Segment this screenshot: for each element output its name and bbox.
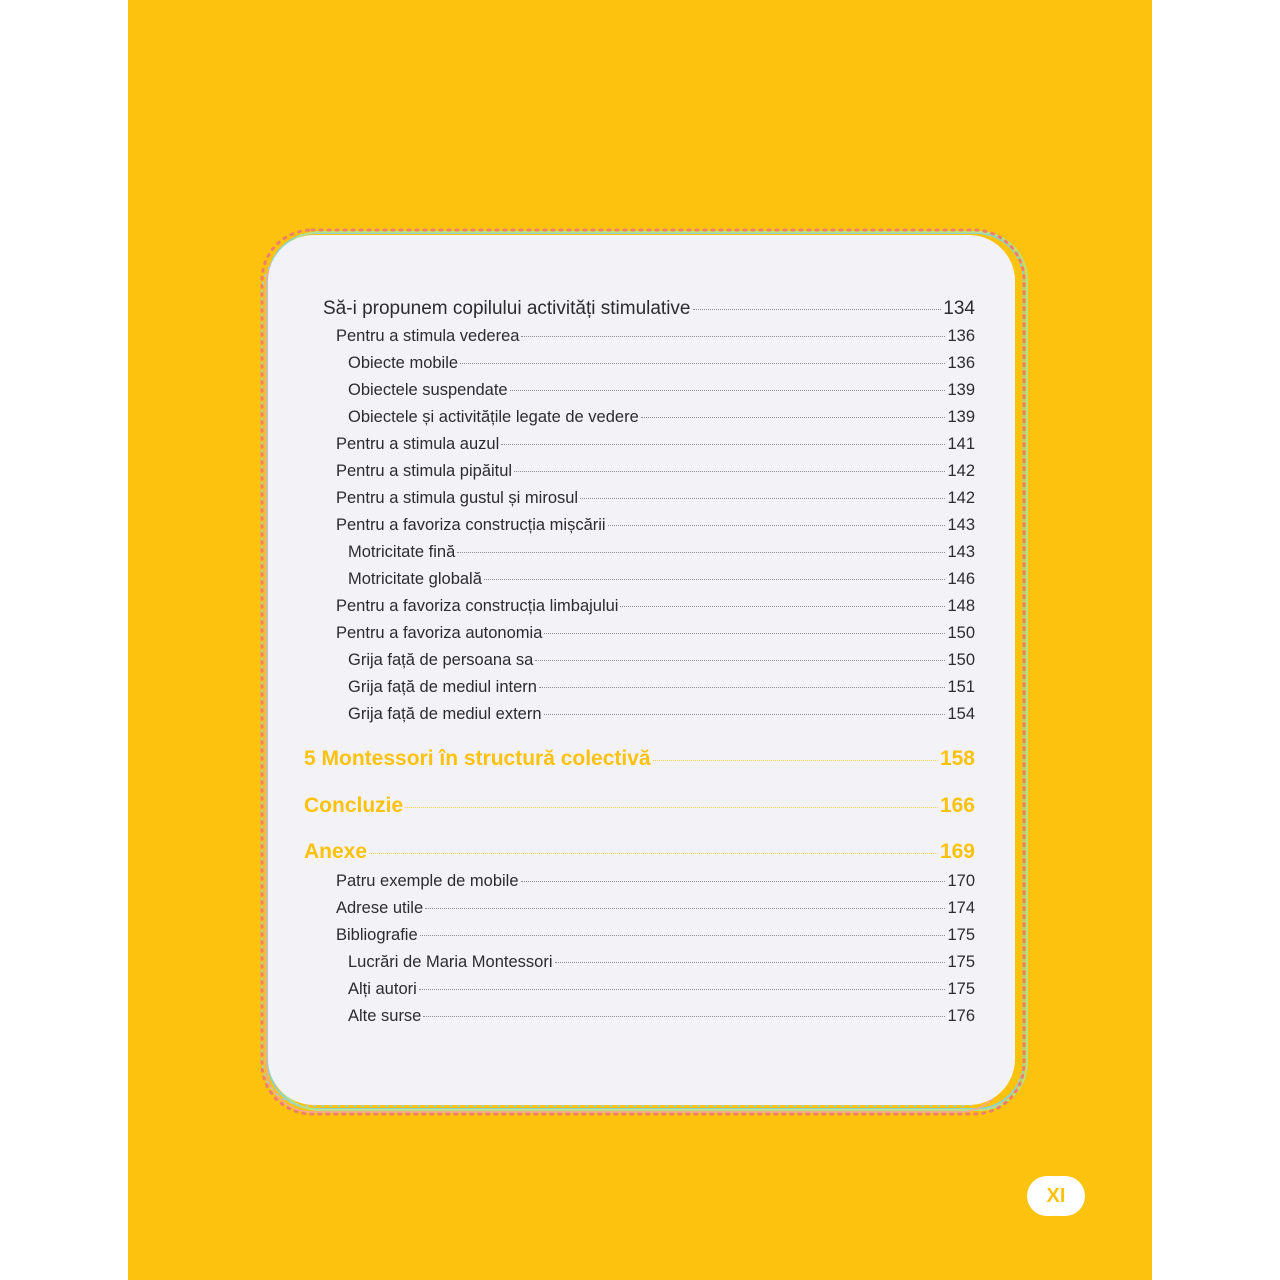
leader-dots [544,633,945,634]
toc-entry-page: 150 [947,651,975,669]
toc-entry[interactable] [336,926,975,945]
toc-entry-label: Motricitate fină [348,543,456,561]
toc-entry-label: Alte surse [348,1007,422,1025]
toc-entry-label: Patru exemple de mobile [336,872,519,890]
toc-chapter-entry[interactable] [304,794,975,818]
page-number-badge: XI [1027,1176,1085,1216]
toc-entry-page: 175 [947,980,975,998]
toc-entry-label: Lucrări de Maria Montessori [348,953,553,971]
toc-entry-label: Pentru a stimula pipăitul [336,462,513,480]
leader-dots [420,935,946,936]
toc-entry-page: 150 [947,624,975,642]
leader-dots [580,498,945,499]
toc-chapter-page: 158 [939,747,975,770]
leader-dots [535,660,945,661]
toc-entry-page: 148 [947,597,975,615]
leader-dots [423,1016,945,1017]
toc-entry[interactable] [348,354,975,373]
toc-entry[interactable] [348,651,975,670]
toc-entry[interactable] [323,298,975,320]
toc-entry[interactable] [336,435,975,454]
toc-entry[interactable] [336,516,975,535]
toc-entry-page: 175 [947,953,975,971]
toc-entry[interactable] [348,705,975,724]
leader-dots [460,363,945,364]
leader-dots [510,390,946,391]
leader-dots [514,471,945,472]
toc-entry-label: Obiectele suspendate [348,381,508,399]
toc-entry[interactable] [348,543,975,562]
leader-dots [620,606,945,607]
leader-dots [425,908,945,909]
toc-entry[interactable] [336,327,975,346]
toc-entry[interactable] [348,1007,975,1026]
toc-entry-page: 146 [947,570,975,588]
toc-entry-label: Să-i propunem copilului activități stimulative [323,298,691,319]
toc-entry-page: 151 [947,678,975,696]
toc-entry-label: Grija față de mediul extern [348,705,542,723]
toc-chapter-entry[interactable] [304,840,975,864]
toc-entry-label: Alți autori [348,980,417,998]
toc-entry-page: 143 [947,516,975,534]
toc-entry-label: Pentru a stimula vederea [336,327,520,345]
toc-entry[interactable] [336,872,975,891]
toc-entry[interactable] [336,899,975,918]
toc-entry-page: 176 [947,1007,975,1025]
leader-dots [419,989,946,990]
leader-dots [539,687,946,688]
toc-entry[interactable] [348,953,975,972]
leader-dots [641,417,946,418]
toc-entry[interactable] [336,624,975,643]
toc-entry[interactable] [336,489,975,508]
toc-entry-page: 142 [947,462,975,480]
toc-entry[interactable] [336,462,975,481]
toc-entry-label: Pentru a favoriza construcția mișcării [336,516,606,534]
toc-entry-page: 174 [947,899,975,917]
toc-entry[interactable] [348,980,975,999]
toc-chapter-entry[interactable] [304,747,975,771]
toc-entry[interactable] [348,381,975,400]
toc-entry-label: Obiectele și activitățile legate de vedere [348,408,639,426]
toc-chapter-label: Concluzie [304,794,404,817]
toc-entry-page: 170 [947,872,975,890]
toc-entry-label: Adrese utile [336,899,424,917]
leader-dots [555,962,946,963]
toc-entry-label: Motricitate globală [348,570,482,588]
toc-entry-label: Grija față de mediul intern [348,678,537,696]
toc-entry-page: 175 [947,926,975,944]
leader-dots [369,853,938,854]
toc-entry-page: 134 [943,298,975,319]
leader-dots [405,807,938,808]
toc-entry[interactable] [336,597,975,616]
toc-entry-page: 136 [947,327,975,345]
toc-entry-label: Pentru a favoriza autonomia [336,624,543,642]
toc-entry-page: 141 [947,435,975,453]
toc-entry[interactable] [348,570,975,589]
leader-dots [544,714,946,715]
leader-dots [484,579,946,580]
leader-dots [608,525,946,526]
toc-entry-page: 139 [947,381,975,399]
leader-dots [521,881,946,882]
toc-entry-page: 139 [947,408,975,426]
toc-entry-page: 136 [947,354,975,372]
toc-entry-label: Bibliografie [336,926,418,944]
toc-entry-page: 143 [947,543,975,561]
leader-dots [693,309,942,310]
toc-chapter-page: 166 [939,794,975,817]
leader-dots [521,336,945,337]
leader-dots [653,760,938,761]
leader-dots [457,552,945,553]
toc-entry-label: Pentru a stimula auzul [336,435,500,453]
toc-entry-label: Grija față de persoana sa [348,651,534,669]
toc-entry[interactable] [348,408,975,427]
toc-entry-page: 154 [947,705,975,723]
leader-dots [501,444,945,445]
toc-chapter-label: 5 Montessori în structură colectivă [304,747,651,770]
toc-entry[interactable] [348,678,975,697]
toc-entry-label: Pentru a favoriza construcția limbajului [336,597,619,615]
toc-chapter-page: 169 [939,840,975,863]
toc-chapter-label: Anexe [304,840,368,863]
toc-entry-label: Pentru a stimula gustul și mirosul [336,489,579,507]
toc-entry-page: 142 [947,489,975,507]
toc-entry-label: Obiecte mobile [348,354,459,372]
